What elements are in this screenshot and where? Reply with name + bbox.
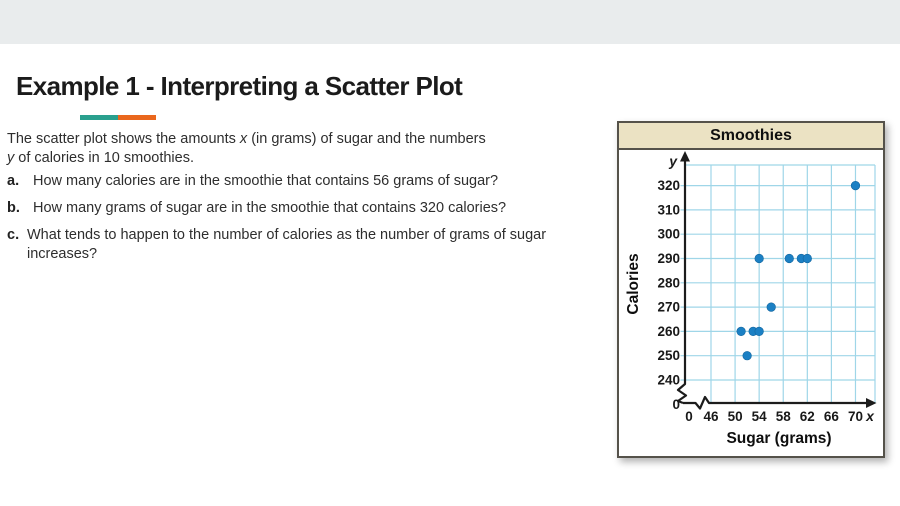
data-point: [755, 327, 764, 336]
data-point: [785, 254, 794, 263]
y-tick-label: 300: [657, 226, 680, 242]
page-title: Example 1 - Interpreting a Scatter Plot: [16, 71, 463, 101]
data-point: [737, 327, 746, 336]
y-tick-label: 320: [657, 178, 680, 194]
variable-y: y: [7, 150, 15, 166]
question-c-label: c.: [7, 227, 20, 243]
y-tick-label: 250: [657, 348, 680, 364]
problem-text: [7, 130, 552, 264]
variable-x: x: [239, 131, 248, 147]
x-tick-label: 70: [847, 409, 863, 424]
smoothies-scatter-plot: [619, 150, 883, 456]
x-axis-variable: x: [866, 408, 874, 424]
x-tick-label: 46: [703, 409, 719, 424]
x-tick-label: 66: [823, 409, 839, 424]
y-origin-label: 0: [672, 397, 680, 412]
question-a: [7, 172, 552, 191]
y-tick-label: 280: [657, 275, 680, 291]
title-accent-underline: [80, 115, 156, 120]
y-axis-variable: y: [669, 153, 677, 169]
intro-line-1: The scatter plot shows the amounts x (in grams) of sugar and the numbers: [7, 131, 486, 147]
data-point: [755, 254, 764, 263]
y-tick-label: 240: [657, 372, 680, 388]
accent-orange-segment: [118, 115, 156, 120]
intro-line-2: y of calories in 10 smoothies.: [7, 150, 194, 166]
x-origin-label: 0: [685, 409, 693, 424]
y-axis-arrow-icon: [680, 151, 690, 162]
x-tick-label: 50: [727, 409, 743, 424]
y-tick-label: 260: [657, 323, 680, 339]
data-point: [767, 303, 776, 312]
y-axis-title: Calories: [625, 253, 642, 315]
data-point: [803, 254, 812, 263]
question-a-label: a.: [7, 173, 20, 189]
accent-teal-segment: [80, 115, 118, 120]
x-tick-label: 58: [775, 409, 791, 424]
x-tick-label: 62: [799, 409, 815, 424]
question-b: [7, 199, 552, 218]
top-gray-band: [0, 0, 900, 44]
y-tick-label: 290: [657, 251, 680, 266]
scatter-plot-area: [619, 150, 883, 456]
question-c-text: What tends to happen to the number of calories as the number of grams of sugar increases?: [27, 227, 547, 262]
intro-paragraph: [7, 130, 552, 168]
question-a-text: How many calories are in the smoothie that contains 56 grams of sugar?: [33, 173, 499, 189]
chart-title: Smoothies: [619, 123, 883, 150]
question-b-text: How many grams of sugar are in the smoothie that contains 320 calories?: [33, 200, 507, 216]
y-tick-label: 310: [657, 202, 680, 218]
x-tick-label: 54: [751, 409, 767, 424]
data-point: [851, 181, 860, 190]
y-tick-label: 270: [657, 299, 680, 315]
question-b-label: b.: [7, 200, 20, 216]
x-axis-title: Sugar (grams): [726, 430, 832, 447]
question-c: [7, 226, 552, 264]
data-point: [743, 351, 752, 360]
smoothies-chart-panel: [617, 121, 885, 458]
